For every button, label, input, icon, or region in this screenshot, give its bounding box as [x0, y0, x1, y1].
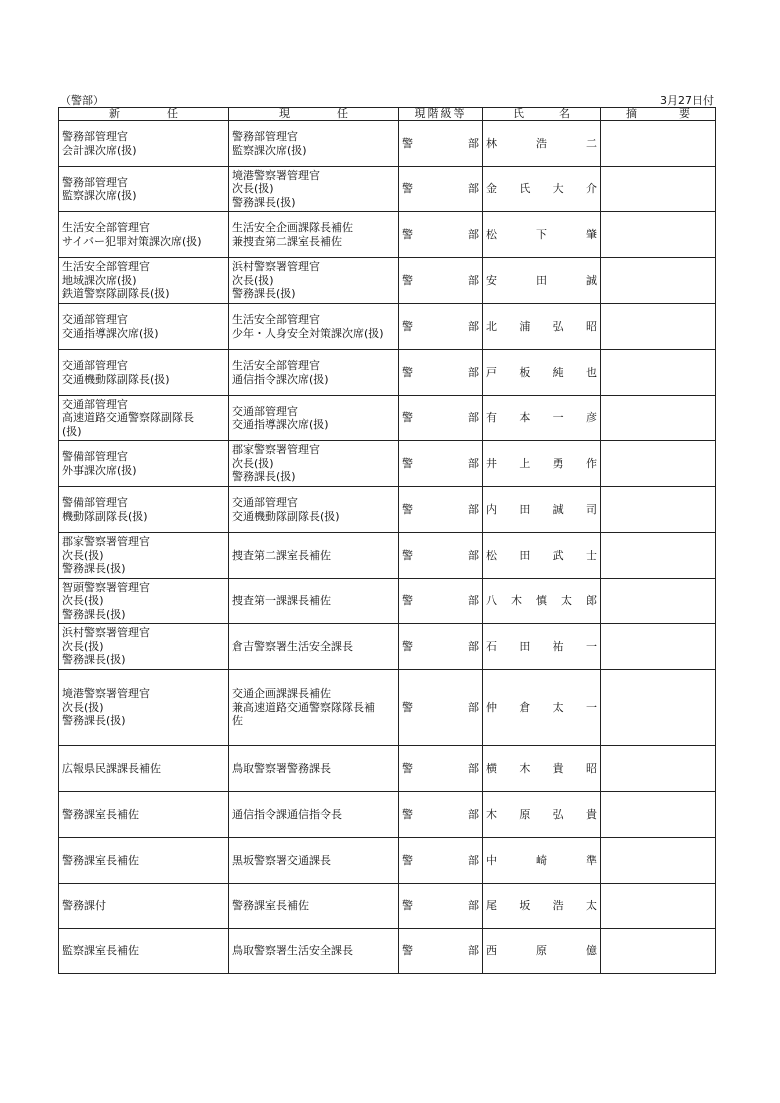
name-char: 也: [585, 365, 597, 379]
date-label: 3月27日付: [660, 94, 714, 107]
note-cell: [601, 212, 716, 258]
name-char: 倉: [519, 700, 531, 714]
name-char: 田: [519, 548, 531, 562]
new-post-cell: 警務課室長補佐: [59, 838, 229, 884]
name-char: 崎: [536, 853, 547, 867]
table-row: [59, 579, 716, 624]
name-char: 原: [536, 944, 547, 958]
name-char: 一: [585, 700, 597, 714]
rank-char: 警: [402, 319, 413, 333]
name-char: 太: [552, 700, 564, 714]
name-char: 安: [486, 273, 497, 287]
new-post-cell: 生活安全部管理官 地域課次席(扱) 鉄道警察隊副隊長(扱): [59, 258, 229, 304]
rank-char: 部: [468, 548, 479, 562]
table-row: [59, 258, 716, 304]
name-char: 武: [552, 548, 564, 562]
new-post-cell: 警務課付: [59, 884, 229, 929]
rank-cell: [399, 884, 483, 929]
name-char: 仲: [486, 700, 497, 714]
name-char: 北: [486, 319, 497, 333]
note-cell: [601, 929, 716, 974]
note-cell: [601, 579, 716, 624]
note-cell: [601, 487, 716, 533]
note-cell: [601, 670, 716, 746]
name-char: 二: [586, 136, 597, 150]
name-char: 木: [486, 807, 497, 821]
new-post-cell: 智頭警察署管理官 次長(扱) 警務課長(扱): [59, 579, 229, 624]
table-row: [59, 792, 716, 838]
name-char: 戸: [486, 365, 497, 379]
name-char: 肇: [586, 227, 597, 241]
name-char: 松: [486, 548, 497, 562]
rank-char: 部: [468, 182, 479, 196]
name-char: 太: [585, 899, 597, 913]
name-char: 介: [585, 182, 597, 196]
name-cell: [483, 487, 601, 533]
table-row: [59, 670, 716, 746]
rank-char: 警: [402, 899, 413, 913]
new-post-cell: 交通部管理官 交通指導課次席(扱): [59, 304, 229, 350]
name-char: 弘: [552, 319, 564, 333]
note-cell: [601, 746, 716, 792]
name-cell: [483, 624, 601, 670]
name-char: 司: [585, 502, 597, 516]
rank-label: （警部）: [60, 94, 104, 107]
name-char: 浩: [536, 136, 547, 150]
header-note: 摘 要: [601, 108, 716, 121]
rank-char: 部: [468, 944, 479, 958]
name-char: 原: [519, 807, 531, 821]
name-char: 億: [586, 944, 597, 958]
name-char: 氏: [519, 182, 531, 196]
name-cell: [483, 670, 601, 746]
name-cell: [483, 533, 601, 579]
rank-cell: [399, 579, 483, 624]
new-post-cell: 警備部管理官 外事課次席(扱): [59, 441, 229, 487]
rank-cell: [399, 838, 483, 884]
table-row: [59, 884, 716, 929]
name-char: 誠: [552, 502, 564, 516]
rank-char: 部: [468, 136, 479, 150]
note-cell: [601, 884, 716, 929]
rank-cell: [399, 487, 483, 533]
name-char: 作: [585, 456, 597, 470]
header-rank: 現階級等: [399, 108, 483, 121]
rank-char: 警: [402, 456, 413, 470]
note-cell: [601, 350, 716, 396]
name-char: 弘: [552, 807, 564, 821]
table-row: [59, 441, 716, 487]
name-cell: [483, 350, 601, 396]
name-char: 浩: [552, 899, 564, 913]
name-char: 太: [561, 594, 572, 608]
name-cell: [483, 441, 601, 487]
rank-cell: [399, 350, 483, 396]
name-cell: [483, 212, 601, 258]
rank-char: 警: [402, 136, 413, 150]
rank-char: 部: [468, 761, 479, 775]
rank-char: 警: [402, 639, 413, 653]
table-row: [59, 624, 716, 670]
rank-char: 警: [402, 411, 413, 425]
name-char: 昭: [585, 761, 597, 775]
name-char: 貴: [585, 807, 597, 821]
rank-cell: [399, 396, 483, 441]
table-row: [59, 396, 716, 441]
current-post-cell: 倉吉警察署生活安全課長: [229, 624, 399, 670]
name-cell: [483, 167, 601, 212]
name-char: 上: [519, 456, 531, 470]
name-char: 慎: [536, 594, 547, 608]
name-cell: [483, 929, 601, 974]
name-char: 田: [519, 639, 531, 653]
rank-char: 警: [402, 807, 413, 821]
name-cell: [483, 746, 601, 792]
new-post-cell: 浜村警察署管理官 次長(扱) 警務課長(扱): [59, 624, 229, 670]
note-cell: [601, 258, 716, 304]
new-post-cell: 交通部管理官 高速道路交通警察隊副隊長 (扱): [59, 396, 229, 441]
rank-char: 部: [468, 502, 479, 516]
new-post-cell: 監察課室長補佐: [59, 929, 229, 974]
note-cell: [601, 441, 716, 487]
name-char: 木: [519, 761, 531, 775]
new-post-cell: 広報県民課課長補佐: [59, 746, 229, 792]
note-cell: [601, 838, 716, 884]
rank-char: 部: [468, 273, 479, 287]
rank-cell: [399, 258, 483, 304]
rank-char: 部: [468, 594, 479, 608]
current-post-cell: 通信指令課通信指令長: [229, 792, 399, 838]
header-name: 氏 名: [483, 108, 601, 121]
new-post-cell: 境港警察署管理官 次長(扱) 警務課長(扱): [59, 670, 229, 746]
name-char: 彦: [585, 411, 597, 425]
name-char: 尾: [486, 899, 497, 913]
rank-cell: [399, 533, 483, 579]
rank-char: 部: [468, 853, 479, 867]
name-char: 勇: [552, 456, 564, 470]
name-char: 一: [585, 639, 597, 653]
name-char: 西: [486, 944, 497, 958]
rank-char: 部: [468, 411, 479, 425]
name-char: 林: [486, 136, 497, 150]
header-current-post: 現 任: [229, 108, 399, 121]
current-post-cell: 捜査第二課室長補佐: [229, 533, 399, 579]
name-char: 内: [486, 502, 497, 516]
name-cell: [483, 396, 601, 441]
table-row: [59, 533, 716, 579]
name-char: 純: [552, 365, 564, 379]
rank-char: 警: [402, 502, 413, 516]
rank-char: 部: [468, 700, 479, 714]
name-char: 坂: [519, 899, 531, 913]
table-row: [59, 487, 716, 533]
rank-cell: [399, 670, 483, 746]
name-char: 一: [552, 411, 564, 425]
name-char: 石: [486, 639, 497, 653]
rank-char: 部: [468, 807, 479, 821]
note-cell: [601, 533, 716, 579]
name-cell: [483, 884, 601, 929]
name-char: 祐: [552, 639, 564, 653]
personnel-table: [58, 107, 716, 974]
rank-char: 警: [402, 594, 413, 608]
rank-char: 部: [468, 899, 479, 913]
current-post-cell: 生活安全部管理官 通信指令課次席(扱): [229, 350, 399, 396]
current-post-cell: 鳥取警察署生活安全課長: [229, 929, 399, 974]
name-char: 郎: [586, 594, 597, 608]
current-post-cell: 警務課室長補佐: [229, 884, 399, 929]
rank-char: 部: [468, 319, 479, 333]
name-char: 下: [536, 227, 547, 241]
name-char: 士: [585, 548, 597, 562]
header-new-post: 新 任: [59, 108, 229, 121]
table-row: [59, 746, 716, 792]
current-post-cell: 生活安全部管理官 少年・人身安全対策課次席(扱): [229, 304, 399, 350]
rank-char: 警: [402, 548, 413, 562]
rank-cell: [399, 304, 483, 350]
rank-cell: [399, 746, 483, 792]
name-cell: [483, 304, 601, 350]
current-post-cell: 黒坂警察署交通課長: [229, 838, 399, 884]
rank-char: 警: [402, 944, 413, 958]
current-post-cell: 浜村警察署管理官 次長(扱) 警務課長(扱): [229, 258, 399, 304]
note-cell: [601, 121, 716, 167]
table-row: [59, 838, 716, 884]
rank-char: 警: [402, 273, 413, 287]
current-post-cell: 捜査第一課課長補佐: [229, 579, 399, 624]
current-post-cell: 境港警察署管理官 次長(扱) 警務課長(扱): [229, 167, 399, 212]
name-cell: [483, 258, 601, 304]
rank-char: 部: [468, 639, 479, 653]
current-post-cell: 鳥取警察署警務課長: [229, 746, 399, 792]
new-post-cell: 警務課室長補佐: [59, 792, 229, 838]
note-cell: [601, 304, 716, 350]
name-char: 横: [486, 761, 497, 775]
table-row: [59, 929, 716, 974]
table-row: [59, 350, 716, 396]
rank-cell: [399, 167, 483, 212]
rank-cell: [399, 792, 483, 838]
name-char: 八: [486, 594, 497, 608]
new-post-cell: 警務部管理官 監察課次席(扱): [59, 167, 229, 212]
rank-cell: [399, 624, 483, 670]
rank-char: 部: [468, 365, 479, 379]
name-cell: [483, 792, 601, 838]
name-char: 金: [486, 182, 497, 196]
name-cell: [483, 121, 601, 167]
note-cell: [601, 396, 716, 441]
new-post-cell: 警備部管理官 機動隊副隊長(扱): [59, 487, 229, 533]
name-char: 板: [519, 365, 531, 379]
note-cell: [601, 167, 716, 212]
rank-char: 警: [402, 182, 413, 196]
current-post-cell: 交通部管理官 交通機動隊副隊長(扱): [229, 487, 399, 533]
rank-cell: [399, 212, 483, 258]
name-char: 井: [486, 456, 497, 470]
rank-char: 部: [468, 227, 479, 241]
new-post-cell: 交通部管理官 交通機動隊副隊長(扱): [59, 350, 229, 396]
new-post-cell: 警務部管理官 会計課次席(扱): [59, 121, 229, 167]
name-cell: [483, 838, 601, 884]
current-post-cell: 警務部管理官 監察課次席(扱): [229, 121, 399, 167]
name-char: 本: [519, 411, 531, 425]
rank-cell: [399, 929, 483, 974]
rank-char: 警: [402, 227, 413, 241]
note-cell: [601, 624, 716, 670]
table-row: [59, 304, 716, 350]
rank-char: 警: [402, 365, 413, 379]
current-post-cell: 郡家警察署管理官 次長(扱) 警務課長(扱): [229, 441, 399, 487]
name-char: 有: [486, 411, 497, 425]
rank-char: 警: [402, 853, 413, 867]
rank-char: 警: [402, 700, 413, 714]
name-char: 貴: [552, 761, 564, 775]
rank-char: 警: [402, 761, 413, 775]
name-char: 木: [511, 594, 522, 608]
name-char: 誠: [586, 273, 597, 287]
table-row: [59, 212, 716, 258]
name-char: 中: [486, 853, 497, 867]
new-post-cell: 生活安全部管理官 サイバー犯罪対策課次席(扱): [59, 212, 229, 258]
name-char: 準: [586, 853, 597, 867]
table-row: [59, 121, 716, 167]
name-char: 田: [519, 502, 531, 516]
current-post-cell: 交通部管理官 交通指導課次席(扱): [229, 396, 399, 441]
new-post-cell: 郡家警察署管理官 次長(扱) 警務課長(扱): [59, 533, 229, 579]
name-char: 昭: [585, 319, 597, 333]
name-cell: [483, 579, 601, 624]
name-char: 田: [536, 273, 547, 287]
name-char: 大: [552, 182, 564, 196]
rank-char: 部: [468, 456, 479, 470]
table-row: [59, 167, 716, 212]
name-char: 松: [486, 227, 497, 241]
current-post-cell: 生活安全企画課隊長補佐 兼捜査第二課室長補佐: [229, 212, 399, 258]
header-row: [59, 108, 716, 121]
rank-cell: [399, 441, 483, 487]
note-cell: [601, 792, 716, 838]
name-char: 浦: [519, 319, 531, 333]
rank-cell: [399, 121, 483, 167]
current-post-cell: 交通企画課課長補佐 兼高速道路交通警察隊隊長補 佐: [229, 670, 399, 746]
